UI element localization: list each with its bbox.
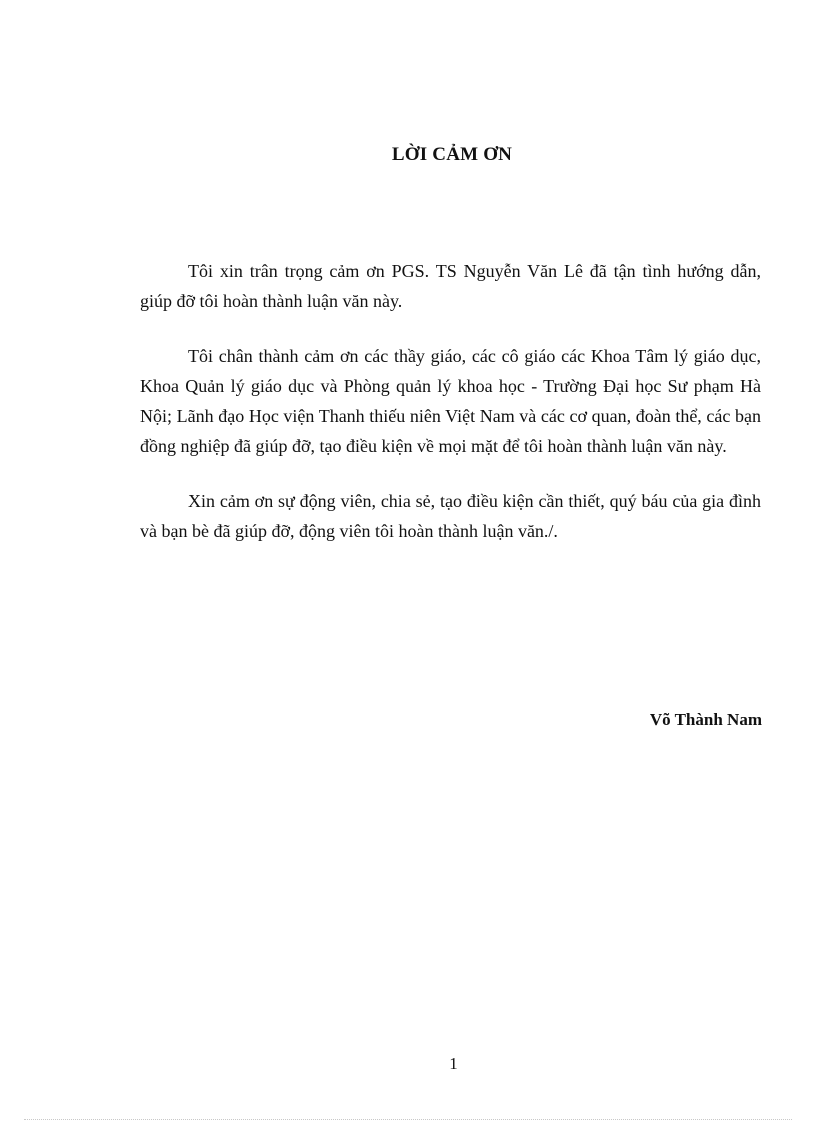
body-text [140, 256, 761, 571]
author-signature: Võ Thành Nam [649, 710, 762, 729]
page-title: LỜI CẢM ƠN [391, 144, 513, 165]
page-bottom-edge [24, 1119, 792, 1120]
paragraph-1: Tôi xin trân trọng cảm ơn PGS. TS Nguyễn Văn Lê đã tận tình hướng dẫn, giúp đỡ tôi hoàn thành luận văn này. [140, 261, 761, 311]
paragraph-3: Xin cảm ơn sự động viên, chia sẻ, tạo điều kiện cần thiết, quý báu của gia đình và bạn bè đã giúp đỡ, động viên tôi hoàn thành luận văn./. [140, 491, 761, 541]
page-number: 1 [449, 1054, 458, 1073]
paragraph-2: Tôi chân thành cảm ơn các thầy giáo, các cô giáo các Khoa Tâm lý giáo dục, Khoa Quản lý giáo dục và Phòng quản lý khoa học - Trường Đại học Sư phạm Hà Nội; Lãnh đạo Học viện Thanh thiếu niên Việt Nam và các cơ quan, đoàn thể, các bạn đồng nghiệp đã giúp đỡ, tạo điều kiện về mọi mặt để tôi hoàn thành luận văn này. [140, 346, 761, 456]
